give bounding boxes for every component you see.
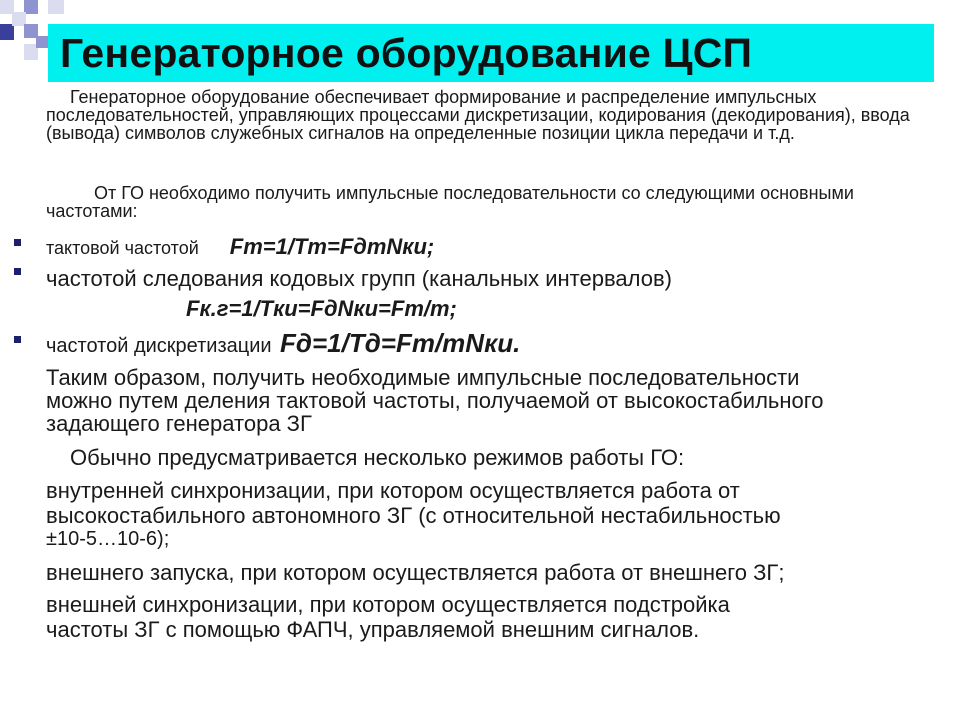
mode-external-sync-line1: внешней синхронизации, при котором осуществляется подстройка <box>46 592 730 617</box>
slide-title: Генераторное оборудование ЦСП <box>60 30 753 76</box>
bullet-marker <box>14 239 21 246</box>
bullet-label: частотой дискретизации <box>46 335 272 357</box>
decor-square <box>48 0 64 14</box>
mode-internal-sync-line1: внутренней синхронизации, при котором осуществляется работа от <box>46 478 740 503</box>
formula-sampling-frequency: Fд=1/Tд=Fт/mNки. <box>280 328 521 358</box>
bullet-marker <box>14 268 21 275</box>
paragraph-frequencies-intro: От ГО необходимо получить импульсные последовательности со следующими основными частотами: <box>46 183 854 221</box>
bullet-label: тактовой частотой <box>46 238 199 258</box>
decor-square <box>36 36 48 48</box>
formula-clock-frequency: Fт=1/Tт=FдmNки; <box>229 234 435 259</box>
formula-codegroup-frequency: Fк.г=1/Tки=FдNки=Fт/m; <box>186 296 457 321</box>
mode-internal-sync-line2: высокостабильного автономного ЗГ (с относительной нестабильностью <box>46 503 781 528</box>
paragraph-modes-intro: Обычно предусматривается несколько режимов работы ГО: <box>70 445 685 470</box>
bullet-item-codegroup-frequency: частотой следования кодовых групп (канальных интервалов) <box>46 266 672 291</box>
paragraph-division: Таким образом, получить необходимые импульсные последовательности можно путем деления тактовой частоты, получаемой от высокостабильного задающего генератора ЗГ <box>46 365 824 436</box>
decor-square <box>0 24 14 40</box>
bullet-item-clock-frequency <box>46 234 434 260</box>
bullet-marker <box>14 336 21 343</box>
mode-external-start: внешнего запуска, при котором осуществляется работа от внешнего ЗГ; <box>46 560 785 585</box>
mode-internal-sync-line3: ±10-5…10-6); <box>46 528 170 550</box>
paragraph-intro: Генераторное оборудование обеспечивает формирование и распределение импульсных последовательностей, управляющих процессами дискретизации, кодирования (декодирования), ввода (вывода) символов служебных сигналов на определенные позиции цикла передачи и т.д. <box>46 87 910 143</box>
mode-external-sync-line2: частоты ЗГ с помощью ФАПЧ, управляемой внешним сигналов. <box>46 617 700 642</box>
decor-square <box>24 0 38 14</box>
bullet-item-sampling-frequency <box>46 328 520 359</box>
